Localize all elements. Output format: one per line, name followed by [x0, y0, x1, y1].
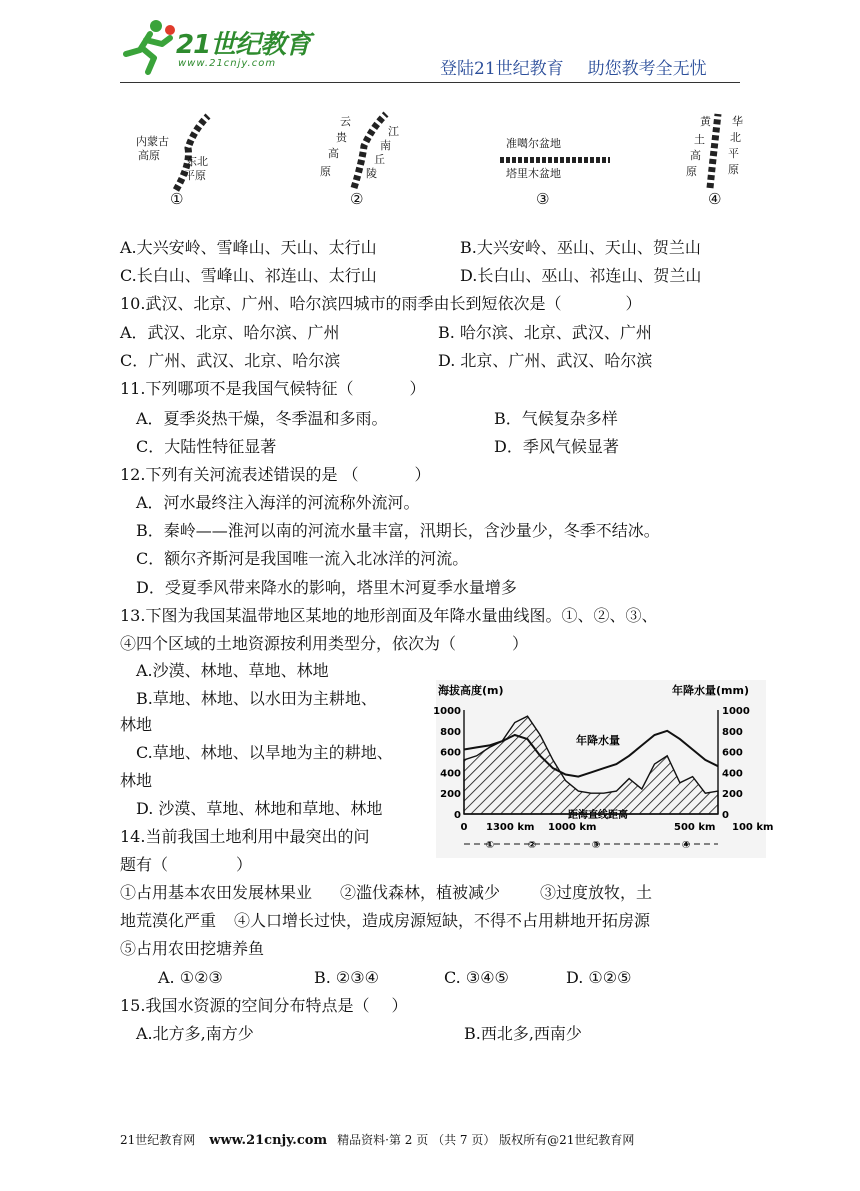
mountain-range-icon — [500, 154, 610, 166]
q10-option-b: B. 哈尔滨、北京、武汉、广州 — [438, 323, 652, 342]
figure-panel-1 — [136, 112, 226, 208]
q14-option-b: B. ②③④ — [314, 968, 379, 987]
page-header — [0, 0, 860, 90]
x-axis-caption: 距海直线距离 — [568, 810, 628, 821]
region-marker: ② — [527, 840, 537, 851]
q14-items-line-1 — [120, 882, 652, 904]
q11-option-d: D．季风气候显著 — [494, 437, 619, 456]
q12-stem-text: 12.下列有关河流表述错误的是 （ — [120, 465, 359, 484]
q14-items-line-2 — [120, 910, 650, 932]
y-tick-label-right: 1000 — [722, 706, 750, 717]
panel-label: 陵 — [366, 167, 377, 180]
q14-item-5: ⑤占用农田挖塘养鱼 — [120, 939, 265, 958]
y-axis-left-label: 海拔高度(m) — [438, 684, 504, 697]
panel-label: 北 — [730, 131, 741, 144]
q14-stem-end: ） — [236, 855, 253, 874]
slogan-left: 登陆21世纪教育 — [440, 59, 564, 79]
figure-panel-3 — [500, 112, 610, 208]
terrain-profile-chart — [433, 680, 774, 858]
q15-option-b: B.西北多,西南少 — [464, 1024, 582, 1043]
q12-option-d: D．受夏季风带来降水的影响，塔里木河夏季水量增多 — [136, 578, 517, 597]
panel-number: ④ — [708, 190, 722, 208]
panel-label: 贵 — [336, 131, 347, 144]
q14-item-2: ②滥伐森林，植被减少 — [340, 883, 501, 902]
x-tick-label: 1000 km — [548, 822, 597, 833]
q14-option-a: A. ①②③ — [158, 968, 223, 987]
slogan-right: 助您教考全无忧 — [587, 59, 707, 79]
y-tick-label-right: 600 — [722, 747, 743, 759]
q13-option-d: D. 沙漠、草地、林地和草地、林地 — [136, 799, 383, 818]
q14-item-4: ④人口增长过快，造成房源短缺，不得不占用耕地开拓房源 — [234, 911, 651, 930]
y-tick-label-right: 0 — [722, 810, 729, 821]
q11-option-b: B．气候复杂多样 — [494, 409, 618, 428]
q13-option-c-1: C.草地、林地、以旱地为主的耕地、 — [136, 743, 393, 762]
q14-option-c: C. ③④⑤ — [444, 968, 509, 987]
q11-stem-text: 11.下列哪项不是我国气候特征（ — [120, 379, 354, 398]
x-tick-label: 0 — [460, 822, 468, 833]
x-tick-label: 100 km — [732, 822, 774, 833]
region-marker: ① — [485, 840, 495, 851]
q13-option-b-1: B.草地、林地、以水田为主耕地、 — [136, 689, 377, 708]
q13-stem-text: ④四个区域的土地资源按利用类型分，依次为（ — [120, 634, 457, 653]
q14-option-d: D. ①②⑤ — [566, 968, 632, 987]
header-slogan — [440, 54, 731, 79]
q13-option-c-2: 林地 — [120, 771, 153, 790]
y-tick-label-left: 200 — [440, 789, 461, 801]
panel-label: 东北 — [186, 155, 208, 168]
y-tick-label-right: 800 — [722, 726, 743, 738]
q13-stem-line-1: 13.下图为我国某温带地区某地的地形剖面及年降水量曲线图。①、②、③、 — [120, 606, 658, 625]
x-tick-label: 500 km — [674, 822, 716, 833]
q12-option-c: C．额尔齐斯河是我国唯一流入北冰洋的河流。 — [136, 549, 469, 568]
panel-label: 高原 — [138, 149, 160, 162]
panel-label: 准噶尔盆地 — [506, 137, 561, 150]
y-tick-label-left: 1000 — [433, 706, 461, 717]
footer-page-info: 精品资料·第 2 页 （共 7 页） 版权所有@21世纪教育网 — [337, 1133, 635, 1147]
header-divider — [120, 82, 740, 83]
logo-text: 21世纪教育 — [176, 30, 311, 60]
q10-option-a: A．武汉、北京、哈尔滨、广州 — [120, 323, 340, 342]
q10-stem-text: 10.武汉、北京、广州、哈尔滨四城市的雨季由长到短依次是（ — [120, 294, 562, 313]
q12-option-a: A．河水最终注入海洋的河流称外流河。 — [136, 493, 420, 512]
y-tick-label-right: 200 — [722, 789, 743, 801]
q14-item-3-cont: 地荒漠化严重 — [120, 911, 217, 930]
q9-option-b: B.大兴安岭、巫山、天山、贺兰山 — [460, 238, 701, 257]
runner-logo-icon — [120, 16, 180, 76]
q9-option-d: D.长白山、巫山、祁连山、贺兰山 — [460, 266, 702, 285]
q15-stem-text: 15.我国水资源的空间分布特点是（ — [120, 996, 370, 1015]
q14-item-1: ①占用基本农田发展林果业 — [120, 883, 313, 902]
q15-stem-end: ） — [391, 996, 408, 1015]
q11-stem-end: ） — [409, 379, 426, 398]
q10-option-c: C．广州、武汉、北京、哈尔滨 — [120, 351, 341, 370]
panel-label: 云 — [340, 115, 351, 128]
panel-label: 华 — [732, 115, 743, 128]
region-marker: ③ — [591, 840, 601, 851]
q14-stem-text: 题有（ — [120, 855, 169, 874]
panel-label: 丘 — [374, 153, 385, 166]
footer-url[interactable]: www.21cnjy.com — [209, 1133, 328, 1148]
x-tick-label: 1300 km — [486, 822, 535, 833]
precipitation-line-label: 年降水量 — [576, 734, 620, 747]
q9-option-a: A.大兴安岭、雪峰山、天山、太行山 — [120, 238, 377, 257]
panel-label: 原 — [728, 163, 739, 176]
y-tick-label-right: 400 — [722, 768, 743, 780]
y-tick-label-left: 400 — [440, 768, 461, 780]
q14-stem-line-1: 14.当前我国土地利用中最突出的问 — [120, 827, 370, 846]
q13-stem-end: ） — [512, 634, 529, 653]
panel-number: ③ — [536, 190, 550, 208]
site-logo[interactable] — [120, 14, 320, 78]
q10-option-d: D. 北京、广州、武汉、哈尔滨 — [438, 351, 653, 370]
panel-label: 江 — [388, 125, 399, 138]
q9-option-c: C.长白山、雪峰山、祁连山、太行山 — [120, 266, 377, 285]
panel-label: 土 — [694, 133, 705, 146]
q12-option-b: B．秦岭——淮河以南的河流水量丰富，汛期长，含沙量少，冬季不结冰。 — [136, 521, 660, 540]
q11-option-a: A．夏季炎热干燥，冬季温和多雨。 — [136, 409, 388, 428]
q13-stem-line-2 — [120, 633, 528, 655]
q13-option-b-2: 林地 — [120, 715, 153, 734]
panel-label: 原 — [320, 165, 331, 178]
panel-label: 塔里木盆地 — [506, 167, 561, 180]
logo-url: www.21cnjy.com — [178, 58, 277, 69]
q10-stem-end: ） — [625, 294, 642, 313]
footer-site: 21世纪教育网 — [120, 1133, 196, 1147]
q15-stem — [120, 995, 407, 1017]
q15-option-a: A.北方多,南方少 — [136, 1024, 254, 1043]
q10-stem — [120, 293, 641, 315]
q14-stem-line-2 — [120, 854, 252, 876]
panel-number: ① — [170, 190, 184, 208]
panel-label: 内蒙古 — [136, 135, 169, 148]
figure-panel-4 — [684, 112, 754, 208]
panel-label: 平原 — [184, 169, 206, 182]
panel-label: 黄 — [700, 115, 711, 128]
page-footer — [120, 1131, 740, 1148]
figure-panel-2 — [312, 112, 412, 208]
q13-option-a: A.沙漠、林地、草地、林地 — [136, 661, 329, 680]
panel-number: ② — [350, 190, 364, 208]
region-marker: ④ — [681, 840, 691, 851]
q12-stem-end: ） — [414, 465, 431, 484]
y-axis-right-label: 年降水量(mm) — [672, 684, 749, 697]
q11-option-c: C．大陆性特征显著 — [136, 437, 277, 456]
mountain-range-icon — [312, 112, 412, 192]
q12-stem — [120, 464, 431, 486]
y-tick-label-left: 600 — [440, 747, 461, 759]
panel-label: 原 — [686, 165, 697, 178]
panel-label: 高 — [328, 147, 339, 160]
q11-stem — [120, 378, 425, 400]
panel-label: 南 — [380, 139, 391, 152]
y-tick-label-left: 800 — [440, 726, 461, 738]
panel-label: 平 — [728, 147, 739, 160]
panel-label: 高 — [690, 149, 701, 162]
q14-item-3: ③过度放牧，土 — [540, 883, 653, 902]
y-tick-label-left: 0 — [454, 810, 461, 821]
